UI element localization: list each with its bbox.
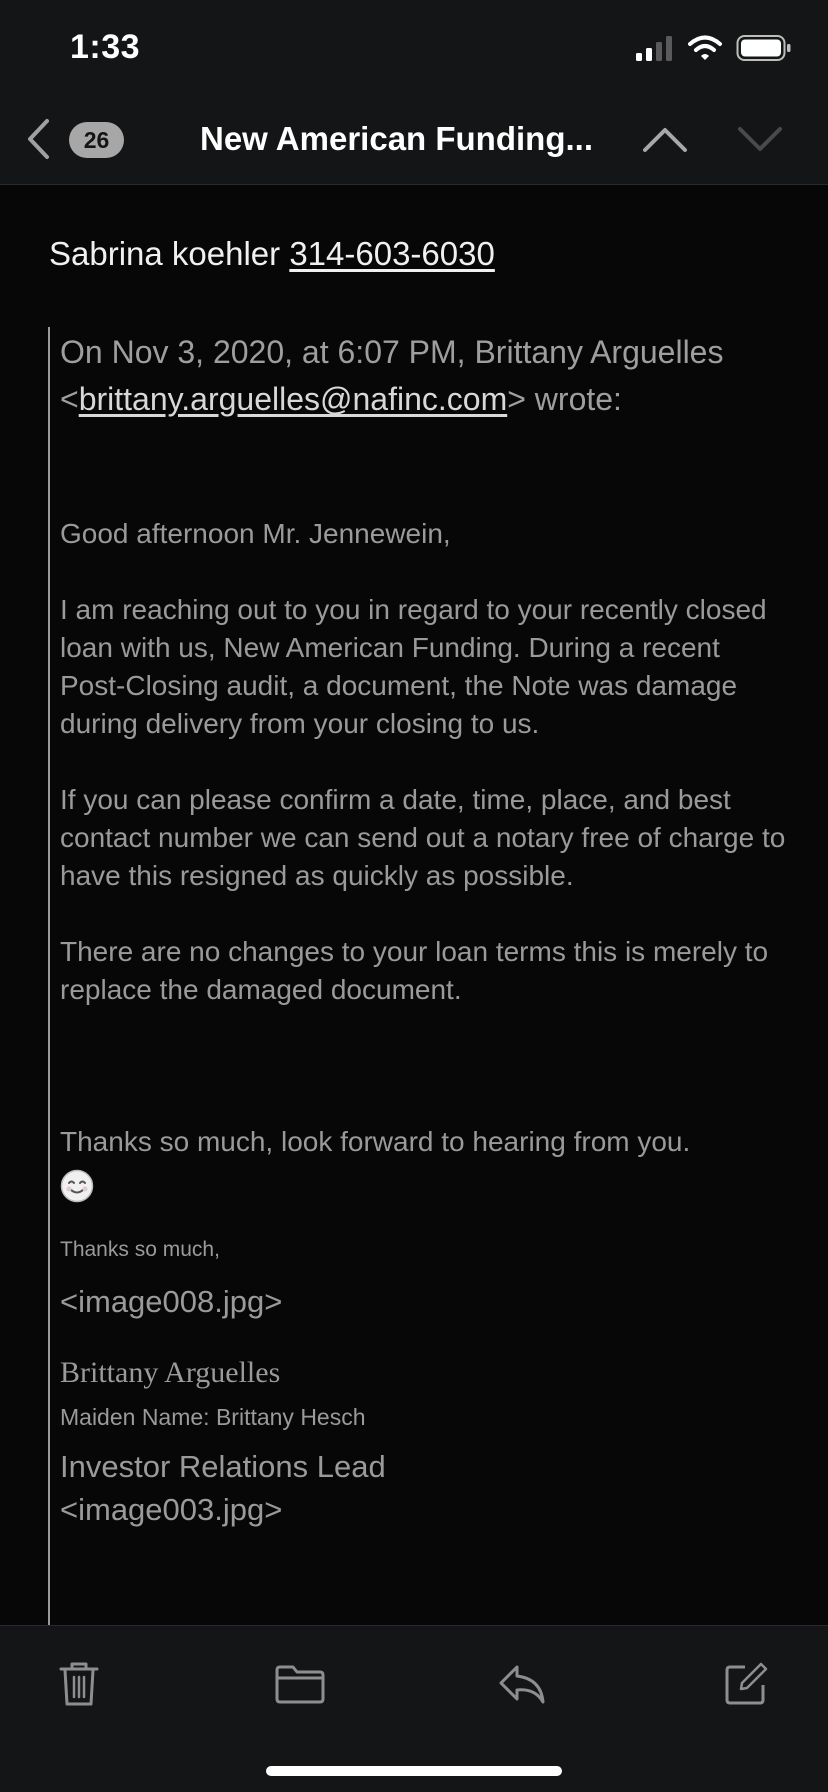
nav-title: New American Funding...	[200, 120, 593, 157]
previous-message-button[interactable]	[640, 120, 690, 162]
sender-phone-link[interactable]: 314-603-6030	[289, 235, 495, 272]
cellular-signal-icon	[634, 35, 674, 66]
image-attachment-2[interactable]: <image003.jpg>	[60, 1492, 283, 1527]
trash-button[interactable]	[49, 1656, 109, 1716]
reply-button[interactable]	[492, 1656, 552, 1716]
trash-icon	[57, 1660, 101, 1713]
paragraph-1: I am reaching out to you in regard to your recently closed loan with us, New American Funding. During a recent Post-Closing audit, a document, the Note was damage during delivery from your closing to us.	[60, 594, 767, 739]
quote-header	[60, 329, 790, 423]
chevron-up-icon	[642, 125, 688, 158]
folder-icon	[274, 1663, 326, 1710]
move-to-folder-button[interactable]	[270, 1656, 330, 1716]
quote-header-prefix: On Nov 3, 2020, at 6:07 PM, Brittany Arguelles	[60, 334, 724, 370]
signature-title: Investor Relations Lead	[60, 1449, 386, 1484]
back-button[interactable]	[20, 116, 56, 166]
status-icons	[634, 34, 792, 66]
sender-email-link[interactable]: brittany.arguelles@nafinc.com	[78, 381, 508, 417]
sender-name: Sabrina koehler	[49, 235, 281, 272]
compose-button[interactable]	[716, 1656, 776, 1716]
compose-icon	[723, 1661, 769, 1712]
sender-line	[49, 235, 495, 273]
smiling-face-icon	[60, 1169, 94, 1203]
reply-icon	[497, 1663, 547, 1710]
quote-bar	[48, 327, 50, 1625]
message-body[interactable]	[0, 185, 828, 1625]
unread-count-badge[interactable]: 26	[69, 122, 124, 158]
image-attachment-1[interactable]: <image008.jpg>	[60, 1284, 283, 1319]
chevron-left-icon	[25, 118, 51, 165]
quote-header-lt: <	[60, 381, 79, 417]
chevron-down-icon	[737, 125, 783, 158]
small-thanks: Thanks so much,	[60, 1238, 220, 1261]
next-message-button[interactable]	[735, 120, 785, 162]
paragraph-3: There are no changes to your loan terms this is merely to replace the damaged document.	[60, 936, 769, 1005]
navigation-bar	[0, 100, 828, 185]
paragraph-4: Thanks so much, look forward to hearing from you.	[60, 1126, 691, 1157]
quoted-message	[60, 329, 790, 1531]
greeting: Good afternoon Mr. Jennewein,	[60, 518, 451, 549]
quote-header-suffix: > wrote:	[507, 381, 622, 417]
status-time: 1:33	[70, 28, 141, 66]
battery-icon	[736, 34, 792, 67]
paragraph-2: If you can please confirm a date, time, place, and best contact number we can send out a notary free of charge to have this resigned as quickly as possible.	[60, 784, 786, 891]
signature-name: Brittany Arguelles	[60, 1356, 281, 1389]
maiden-name: Maiden Name: Brittany Hesch	[60, 1404, 366, 1430]
wifi-icon	[688, 35, 722, 66]
status-bar	[0, 0, 828, 100]
home-indicator[interactable]	[266, 1766, 562, 1776]
